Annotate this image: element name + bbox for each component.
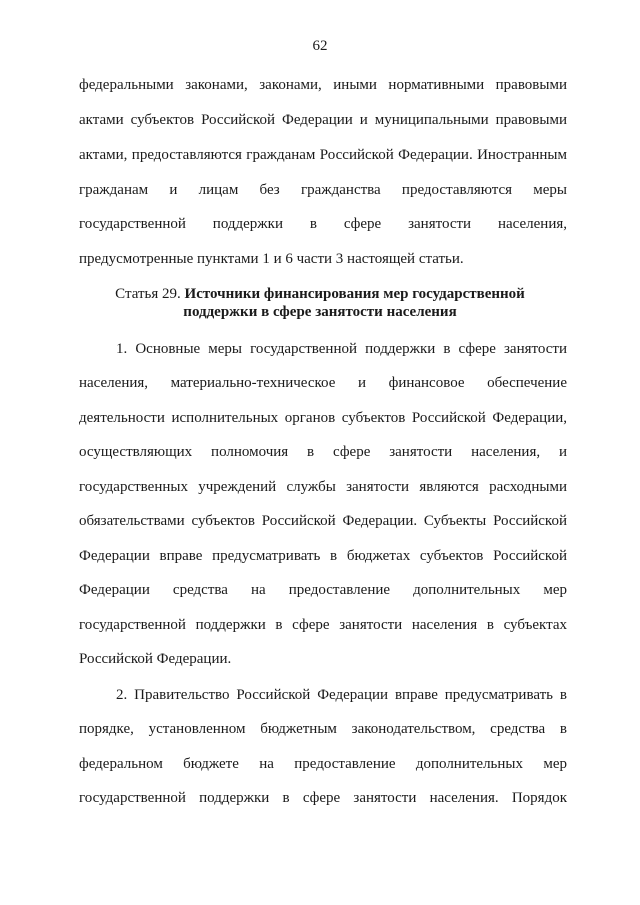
p2-line-1: 2. Правительство Российской Федерации вправе предусматривать в xyxy=(116,687,567,703)
intro-line-6: предусмотренные пунктами 1 и 6 части 3 настоящей статьи. xyxy=(79,251,464,267)
p1-line-1: 1. Основные меры государственной поддержки в сфере занятости xyxy=(116,341,567,357)
p2-line-2: порядке, установленном бюджетным законодательством, средства в xyxy=(79,721,567,737)
article-title-part-1: Источники финансирования мер государственной xyxy=(184,286,525,302)
p1-line-9: государственной поддержки в сфере занятости населения в субъектах xyxy=(79,617,567,633)
p1-line-8: Федерации средства на предоставление дополнительных мер xyxy=(79,582,567,598)
p1-line-4: осуществляющих полномочия в сфере занятости населения, и xyxy=(79,444,567,460)
article-heading-line-1 xyxy=(0,285,640,303)
p2-line-4: государственной поддержки в сфере занятости населения. Порядок xyxy=(79,790,567,806)
p2-line-3: федеральном бюджете на предоставление дополнительных мер xyxy=(79,756,567,772)
article-heading-line-2 xyxy=(0,303,640,321)
intro-line-5: государственной поддержки в сфере занятости населения, xyxy=(79,216,567,232)
p1-line-7: Федерации вправе предусматривать в бюджетах субъектов Российской xyxy=(79,548,567,564)
p1-line-6: обязательствами субъектов Российской Федерации. Субъекты Российской xyxy=(79,513,567,529)
intro-line-1: федеральными законами, законами, иными нормативными правовыми xyxy=(79,77,567,93)
p1-line-10: Российской Федерации. xyxy=(79,651,232,667)
intro-line-3: актами, предоставляются гражданам Российской Федерации. Иностранным xyxy=(79,147,567,163)
article-number: Статья 29. xyxy=(115,286,181,302)
p1-line-5: государственных учреждений службы занятости являются расходными xyxy=(79,479,567,495)
intro-line-2: актами субъектов Российской Федерации и муниципальными правовыми xyxy=(79,112,567,128)
article-title-part-2: поддержки в сфере занятости населения xyxy=(183,304,457,320)
p1-line-3: деятельности исполнительных органов субъектов Российской Федерации, xyxy=(79,410,567,426)
p1-line-2: населения, материально-техническое и финансовое обеспечение xyxy=(79,375,567,391)
intro-line-4: гражданам и лицам без гражданства предоставляются меры xyxy=(79,182,567,198)
page-number: 62 xyxy=(312,38,328,54)
